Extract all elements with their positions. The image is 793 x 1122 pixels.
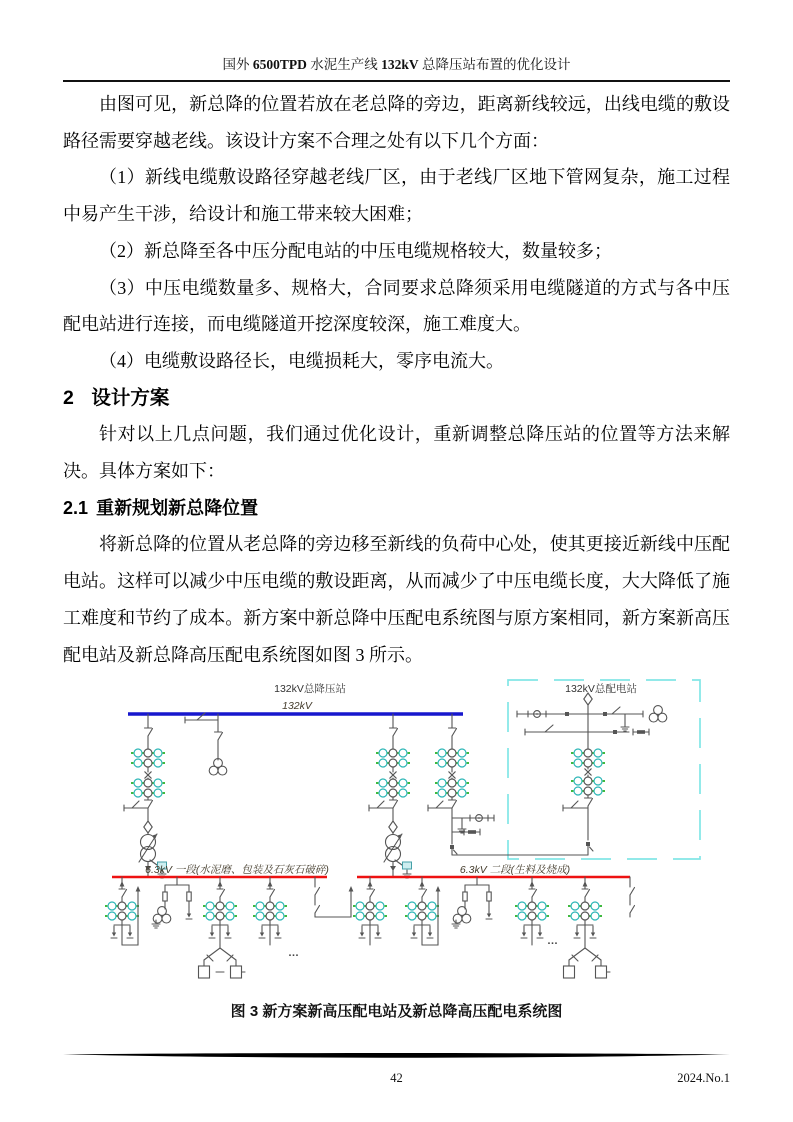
- section-heading-2: [63, 380, 730, 417]
- hv-feeder-2: [369, 714, 412, 878]
- single-line-diagram: [85, 674, 710, 992]
- subsection-title: 重新规划新总降位置: [96, 497, 259, 518]
- station-right-title: 132kV总配电站: [565, 683, 637, 695]
- figure-caption: 图 3 新方案新高压配电站及新总降高压配电系统图: [230, 1003, 563, 1020]
- page-number: 42: [390, 1071, 403, 1085]
- hv-feeder-tie: [428, 714, 494, 855]
- mv-bus1-feeders: [105, 877, 353, 978]
- hv-pt-feeder: [185, 713, 227, 775]
- running-head-text3: 总降压站布置的优化设计: [418, 57, 571, 72]
- running-head-text: 国外: [222, 57, 253, 72]
- mv-bus2-feeders: [353, 877, 635, 978]
- footer-row: [63, 1071, 730, 1089]
- ellipsis-1: …: [288, 947, 301, 959]
- paragraph-section21: 将新总降的位置从老总降的旁边移至新线的负荷中心处，使其更接近新线中压配电站。这样可以减少中压电缆的敷设距离，从而减少了中压电缆长度，大大降低了施工难度和节约了成本。新方案中新总降中压配电系统图与原方案相同，新方案新高压配电站及新总降高压配电系统图如图 3 所示。: [63, 534, 730, 665]
- subsection-number: 2.1: [63, 497, 89, 518]
- list-item-4: （4）电缆敷设路径长，电缆损耗大，零序电流大。: [99, 350, 504, 371]
- section-number: 2: [63, 386, 74, 409]
- running-head-text2: 水泥生产线: [306, 57, 382, 72]
- list-item-1: （1）新线电缆敷设路径穿越老线厂区，由于老线厂区地下管网复杂，施工过程中易产生干涉，给设计和施工带来较大困难；: [63, 167, 730, 225]
- section-title: 设计方案: [91, 386, 170, 409]
- footer: [63, 1047, 730, 1089]
- mv-bus1-label: 6.3kV 一段(水泥磨、包装及石灰石破碎): [145, 864, 329, 876]
- body-text: [63, 86, 730, 673]
- figure-3: [63, 674, 730, 1021]
- hv-feeder-1: [124, 714, 167, 878]
- running-head-num2: 132kV: [381, 57, 419, 72]
- hv-bus-label: 132kV: [282, 700, 312, 712]
- section-heading-2-1: [63, 490, 730, 527]
- station-left-title: 132kV总降压站: [274, 683, 346, 695]
- ellipsis-2: …: [547, 935, 560, 947]
- list-item-2: （2）新总降至各中压分配电站的中压电缆规格较大，数量较多；: [99, 240, 612, 261]
- station-right-boundary: [508, 680, 700, 859]
- running-head-num1: 6500TPD: [252, 57, 307, 72]
- paragraph-section2: 针对以上几点问题，我们通过优化设计，重新调整总降压站的位置等方法来解决。具体方案如下：: [63, 424, 730, 482]
- mv-bus2-label: 6.3kV 二段(生料及烧成): [459, 864, 571, 876]
- footer-rule: [63, 1052, 730, 1060]
- paragraph-intro: 由图可见，新总降的位置若放在老总降的旁边，距离新线较远，出线电缆的敷设路径需要穿越老线。该设计方案不合理之处有以下几个方面：: [63, 94, 730, 151]
- list-item-3: （3）中压电缆数量多、规格大，合同要求总降须采用电缆隧道的方式与各中压配电站进行连接，而电缆隧道开挖深度较深，施工难度大。: [63, 277, 730, 335]
- distribution-station-column: [517, 693, 667, 855]
- running-head: [63, 56, 730, 82]
- issue-label: 2024.No.1: [677, 1071, 730, 1085]
